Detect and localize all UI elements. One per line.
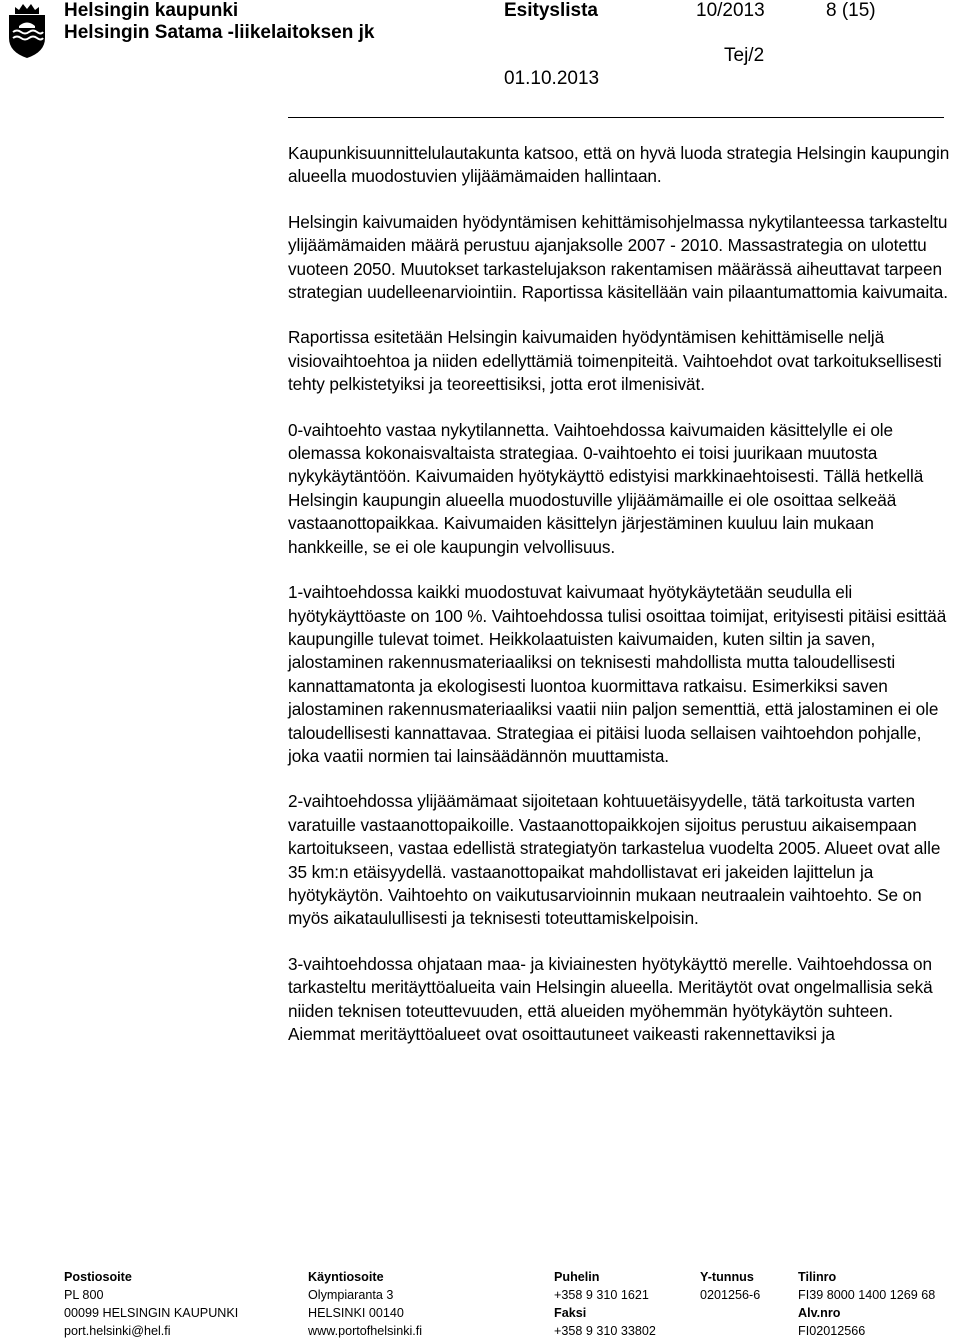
footer-value: 0201256-6: [700, 1288, 761, 1302]
footer-phone: [554, 1268, 656, 1340]
department-name: Helsingin Satama -liikelaitoksen jk: [64, 22, 375, 43]
footer-postal-address: [64, 1268, 238, 1340]
footer-value: FI39 8000 1400 1269 68: [798, 1288, 936, 1302]
issue-number: 10/2013: [696, 0, 765, 21]
footer-email-link[interactable]: port.helsinki@hel.fi: [64, 1324, 171, 1338]
organization-name: Helsingin kaupunki: [64, 0, 239, 21]
footer-heading: Käyntiosoite: [308, 1270, 384, 1284]
footer-heading: Y-tunnus: [700, 1270, 754, 1284]
footer-account: [798, 1268, 935, 1340]
footer-value: PL 800: [64, 1288, 104, 1302]
document-body: [288, 142, 950, 1046]
footer-value: HELSINKI 00140: [308, 1306, 404, 1320]
page-number: 8 (15): [826, 0, 876, 21]
footer-website-link[interactable]: www.portofhelsinki.fi: [308, 1324, 423, 1338]
footer-heading: Faksi: [554, 1306, 587, 1320]
footer-value: Olympiaranta 3: [308, 1288, 394, 1302]
footer-value: 00099 HELSINGIN KAUPUNKI: [64, 1306, 239, 1320]
paragraph: 3-vaihtoehdossa ohjataan maa- ja kiviainesten hyötykäyttö merelle. Vaihtoehdossa on tarkasteltu meritäyttöalueita vain Helsingin alueella. Meritäytöt ovat ongelmallisia sekä niiden teknisen toteuttevuuden, että alueiden myöhemmän hyötykäytön suhteen. Aiemmat meritäyttöalueet ovat osoittautuneet vaikeasti rakennettaviksi ja: [288, 953, 933, 1044]
footer-heading: Tilinro: [798, 1270, 837, 1284]
section-code: Tej/2: [724, 45, 765, 66]
paragraph: 1-vaihtoehdossa kaikki muodostuvat kaivumaat hyötykäytetään seudulla eli hyötykäyttöaste on 100 %. Vaihtoehdossa tulisi osoittaa toimijat, erityisesti pitäisi esittää kaupungille tulevat toimet. Heikkolaatuisten kaivumaiden, kuten siltin ja saven, jalostaminen rakennusmateriaaliksi on teknisesti mahdollista mutta taloudellisesti kannattamatonta ja ekologisesti luontoa kuormittava ratkaisu. Esimerkiksi saven jalostaminen rakennusmateriaaliksi vaatii niin paljon sementtiä, että jalostaminen ei ole taloudellisesti kannattavaa. Strategiaa ei pitäisi luoda sellaisen vaihtoehdon pohjalle, joka vaatii normien tai lainsäädännön muuttamista.: [288, 582, 947, 766]
footer-value: +358 9 310 33802: [554, 1324, 656, 1338]
paragraph: 0-vaihtoehto vastaa nykytilannetta. Vaihtoehdossa kaivumaiden käsittelylle ei ole olemassa kokonaisvaltaista strategiaa. 0-vaihtoehto ei toisi juurikaan muutosta nykykäytäntöön. Kaivumaiden hyötykäyttö edistyisi markkinaehtoisesti. Tällä hetkellä Helsingin kaupungin alueella muodostuville ylijäämämaille ei ole osoittaa selkeää vastaanottopaikkaa. Kaivumaiden käsittelyn järjestäminen kuuluu lain mukaan hankkeille, se ei ole kaupungin velvollisuus.: [288, 419, 924, 557]
document-type: Esityslista: [504, 0, 598, 21]
header-divider: [288, 117, 944, 118]
meeting-date: 01.10.2013: [504, 68, 600, 89]
footer-heading: Alv.nro: [798, 1306, 841, 1320]
paragraph: 2-vaihtoehdossa ylijäämämaat sijoitetaan kohtuuetäisyydelle, tätä tarkoitusta varten varatuille vastaanottopaikoille. Vastaanottopaikkojen sijoitus perustuu aikaisempaan kartoitukseen, vastaa edellistä strategiatyön tarkastelua vuodelta 2005. Alueet ovat alle 35 km:n etäisyydellä. vastaanottopaikat mahdollistavat eri jakeiden lajittelun ja hyötykäytön. Vaihtoehto on vaikutusarvioinnin mukaan neutraalein vaihtoehto. Se on myös aikataulullisesti ja teknisesti toteuttamiskelpoisin.: [288, 791, 941, 929]
footer-heading: Postiosoite: [64, 1270, 132, 1284]
footer-visiting-address: [308, 1268, 422, 1340]
footer-value: FI02012566: [798, 1324, 866, 1338]
paragraph: Raportissa esitetään Helsingin kaivumaiden hyödyntämisen kehittämiselle neljä visiovaihtoehtoa ja niiden edellyttämiä toimenpiteitä. Vaihtoehdot ovat tarkoituksellisesti tehty pelkistetyiksi ja teoreettisiksi, jotta erot ilmenisivät.: [288, 327, 942, 395]
footer-value: +358 9 310 1621: [554, 1288, 649, 1302]
helsinki-crest-icon: [6, 2, 48, 60]
paragraph: Kaupunkisuunnittelulautakunta katsoo, että on hyvä luoda strategia Helsingin kaupungin alueella muodostuvien ylijäämämaiden hallintaan.: [288, 143, 950, 187]
paragraph: Helsingin kaivumaiden hyödyntämisen kehittämisohjelmassa nykytilanteessa tarkasteltu ylijäämämaiden määrä perustuu ajanjaksolle 2007 - 2010. Massastrategia on ulotettu vuoteen 2050. Muutokset tarkastelujakson rakentamisen määrässä aiheuttavat tarpeen strategian uudelleenarviointiin. Raportissa käsitellään vain pilaantumattomia kaivumaita.: [288, 211, 948, 303]
footer-heading: Puhelin: [554, 1270, 600, 1284]
footer-business-id: [700, 1268, 760, 1304]
